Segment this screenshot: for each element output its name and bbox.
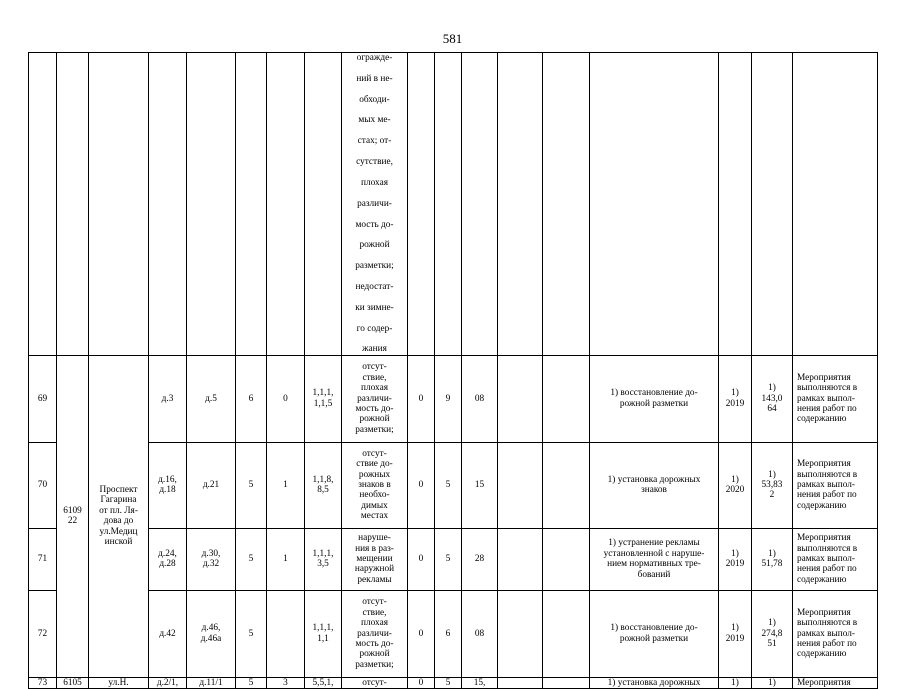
category-codes: [305, 355, 342, 442]
text-line: мость до-: [355, 403, 394, 414]
note-cell: Мероприятия: [793, 677, 878, 688]
text-line: д.5: [205, 393, 217, 404]
empty-cell: [543, 590, 590, 677]
text-line: 1): [768, 469, 776, 480]
text-line: огражде-: [356, 53, 393, 63]
text-line: наружной: [354, 564, 395, 575]
text-line: 1): [731, 474, 739, 485]
text-line: го содер-: [356, 323, 393, 334]
value-col-11: 08: [462, 355, 498, 442]
section-start: [149, 355, 187, 442]
note-cell: [793, 590, 878, 677]
text-line: рамках выпол-: [797, 393, 856, 404]
road-code: 6105: [57, 677, 89, 688]
text-line: 1): [731, 548, 739, 559]
count-col-6: 1: [267, 442, 305, 528]
row-number: 71: [29, 528, 57, 590]
road-code: [57, 355, 89, 677]
value-col-9: 0: [408, 442, 435, 528]
text-line: знаков: [641, 485, 667, 496]
category-codes: [305, 590, 342, 677]
table-row: [29, 355, 878, 442]
text-line: 274,8: [761, 628, 783, 639]
text-line: д.28: [159, 559, 176, 570]
text-line: ствие,: [362, 607, 387, 618]
value-col-11: 08: [462, 590, 498, 677]
text-line: мость до-: [355, 638, 394, 649]
defect-description: [342, 528, 408, 590]
text-line: 1,1,1,: [312, 388, 334, 399]
text-line: рожной разметки: [619, 398, 689, 409]
text-line: 143,0: [761, 393, 783, 404]
empty-cell: [498, 528, 543, 590]
defect-description: [342, 355, 408, 442]
text-line: рожной: [359, 240, 390, 251]
text-line: плохая: [361, 618, 388, 629]
text-line: отсут-: [362, 448, 387, 459]
cost-cell: [752, 355, 793, 442]
empty-cell: [543, 442, 590, 528]
empty-cell: [543, 677, 590, 688]
text-line: ния в раз-: [355, 543, 394, 554]
text-line: рекламы: [357, 574, 392, 585]
text-line: от пл. Ля-: [99, 505, 138, 516]
text-line: выполняются в: [797, 618, 858, 629]
cost-cell: [752, 590, 793, 677]
count-col-5: 5: [236, 528, 267, 590]
text-line: различи-: [357, 198, 392, 209]
cost-cell: 1): [752, 677, 793, 688]
text-line: димых: [361, 500, 388, 511]
text-line: выполняются в: [797, 469, 858, 480]
empty-cell: [543, 528, 590, 590]
text-line: 64: [767, 403, 777, 414]
text-line: 51,78: [761, 559, 783, 570]
text-line: местах: [360, 511, 389, 522]
text-line: рожной: [359, 649, 390, 660]
empty-cell: [498, 355, 543, 442]
value-col-9: 0: [408, 677, 435, 688]
text-line: нения работ по: [797, 564, 857, 575]
text-line: мость до-: [355, 219, 394, 230]
road-name: ул.Н.: [89, 677, 149, 688]
text-line: 6109: [63, 505, 82, 516]
cost-cell: [752, 442, 793, 528]
note-cell: [793, 528, 878, 590]
empty-cell: [498, 442, 543, 528]
text-line: отсут-: [362, 597, 387, 608]
section-end: д.11/1: [187, 677, 236, 688]
text-line: рожных: [358, 469, 391, 480]
text-line: Мероприятия: [797, 607, 851, 618]
category-codes: 5,5,1,: [305, 677, 342, 688]
section-end: [187, 590, 236, 677]
text-line: ний в не-: [356, 73, 393, 84]
text-line: д.42: [159, 628, 176, 639]
count-col-5: 6: [236, 355, 267, 442]
text-line: обходи-: [359, 94, 390, 105]
text-line: недостат-: [355, 281, 394, 292]
defect-description: отсут-: [342, 677, 408, 688]
text-line: 1): [768, 548, 776, 559]
text-line: рожной: [359, 414, 390, 425]
value-col-11: 28: [462, 528, 498, 590]
text-line: д.18: [159, 485, 176, 496]
measure-description: 1) установка дорожных: [590, 677, 719, 688]
text-line: отсут-: [362, 362, 387, 373]
text-line: содержанию: [797, 414, 847, 425]
text-line: различи-: [357, 393, 392, 404]
text-line: д.3: [161, 393, 174, 404]
text-line: различи-: [357, 628, 392, 639]
text-line: 3,5: [317, 559, 329, 570]
text-line: Гагарина: [100, 495, 137, 506]
category-codes: [305, 442, 342, 528]
text-line: нения работ по: [797, 490, 857, 501]
text-line: мещении: [356, 554, 393, 565]
text-line: 1,1,1,: [312, 548, 334, 559]
text-line: сутствие,: [356, 157, 393, 168]
table-row: [29, 528, 878, 590]
cost-cell: [752, 528, 793, 590]
empty-cell: [498, 590, 543, 677]
empty-cell: [543, 355, 590, 442]
year-cell: [719, 442, 752, 528]
text-line: дова до: [103, 516, 134, 527]
text-line: 22: [67, 516, 78, 527]
text-line: Мероприятия: [797, 459, 851, 470]
section-end: [187, 442, 236, 528]
value-col-11: 15,: [462, 677, 498, 688]
text-line: Мероприятия: [797, 533, 851, 544]
value-col-9: 0: [408, 528, 435, 590]
text-line: д.16,: [158, 474, 177, 485]
text-line: рожной разметки: [619, 633, 689, 644]
text-line: 1): [731, 623, 739, 634]
text-line: 1,1,5: [313, 398, 333, 409]
value-col-10: 5: [435, 442, 462, 528]
row-number: 73: [29, 677, 57, 688]
table-row: [29, 442, 878, 528]
text-line: д.46,: [201, 623, 221, 634]
text-line: мых ме-: [358, 115, 391, 126]
text-line: Проспект: [99, 485, 138, 496]
section-start: [149, 590, 187, 677]
measure-description: [590, 355, 719, 442]
text-line: д.32: [202, 559, 220, 570]
text-line: необхо-: [359, 490, 390, 501]
text-line: рамках выпол-: [797, 554, 856, 565]
text-line: содержанию: [797, 500, 847, 511]
section-start: [149, 528, 187, 590]
text-line: выполняются в: [797, 383, 858, 394]
count-col-5: 5: [236, 442, 267, 528]
text-line: 1,1: [317, 633, 329, 644]
text-line: 1) восстановление до-: [610, 388, 698, 399]
value-col-10: 9: [435, 355, 462, 442]
text-line: 2019: [725, 633, 745, 644]
text-line: выполняются в: [797, 543, 858, 554]
count-col-6: [267, 590, 305, 677]
text-line: разметки;: [355, 424, 394, 435]
row-number: 70: [29, 442, 57, 528]
text-line: рамках выпол-: [797, 628, 856, 639]
value-col-9: 0: [408, 590, 435, 677]
value-col-9: 0: [408, 355, 435, 442]
text-line: установленной с наруше-: [603, 548, 705, 559]
measure-description: [590, 528, 719, 590]
text-line: нием нормативных тре-: [607, 559, 701, 570]
count-col-5: 5: [236, 677, 267, 688]
road-name: [89, 355, 149, 677]
text-line: инской: [104, 537, 133, 548]
text-line: наруше-: [358, 533, 391, 544]
text-line: 53,83: [761, 480, 783, 491]
text-line: 1,1,8,: [312, 474, 334, 485]
text-line: 1) установка дорожных: [607, 474, 701, 485]
text-line: д.21: [202, 480, 220, 491]
year-cell: [719, 355, 752, 442]
text-line: 1) восстановление до-: [610, 623, 698, 634]
row-number: 72: [29, 590, 57, 677]
text-line: ствие до-: [356, 459, 393, 470]
text-line: 2020: [725, 485, 745, 496]
row-number: 69: [29, 355, 57, 442]
count-col-6: 1: [267, 528, 305, 590]
text-line: содержанию: [797, 574, 847, 585]
count-col-6: 0: [267, 355, 305, 442]
text-line: ул.Медиц: [99, 526, 138, 537]
year-cell: 1): [719, 677, 752, 688]
text-line: 2019: [725, 559, 745, 570]
note-cell: [793, 355, 878, 442]
value-col-10: 5: [435, 528, 462, 590]
text-line: 1): [731, 388, 739, 399]
traffic-safety-table: [28, 52, 878, 689]
text-line: 1): [768, 383, 776, 394]
measure-description: [590, 442, 719, 528]
text-line: 1): [768, 618, 776, 629]
count-col-5: 5: [236, 590, 267, 677]
measure-description: [590, 590, 719, 677]
text-line: ки зимне-: [355, 302, 394, 313]
section-end: [187, 355, 236, 442]
text-line: д.30,: [201, 548, 221, 559]
text-line: бований: [637, 569, 671, 580]
text-line: плохая: [361, 383, 388, 394]
section-start: д.2/1,: [149, 677, 187, 688]
defect-description: [342, 442, 408, 528]
text-line: 8,5: [317, 485, 329, 496]
section-start: [149, 442, 187, 528]
text-line: содержанию: [797, 649, 847, 660]
section-end: [187, 528, 236, 590]
text-line: стах; от-: [357, 136, 392, 147]
text-line: рамках выпол-: [797, 480, 856, 491]
text-line: плохая: [361, 177, 388, 188]
table-row-partial: [29, 677, 878, 688]
text-line: 2: [769, 490, 775, 501]
text-line: ствие,: [362, 372, 387, 383]
value-col-10: 5: [435, 677, 462, 688]
category-codes: [305, 528, 342, 590]
text-line: 51: [767, 638, 777, 649]
value-col-10: 6: [435, 590, 462, 677]
text-line: нения работ по: [797, 403, 857, 414]
table-row: [29, 590, 878, 677]
text-line: разметки;: [355, 261, 394, 272]
continuation-row: [29, 53, 878, 356]
text-line: д.24,: [158, 548, 177, 559]
value-col-11: 15: [462, 442, 498, 528]
text-line: д.46а: [200, 633, 222, 644]
text-line: жания: [362, 344, 387, 355]
text-line: 1) устранение рекламы: [608, 538, 700, 549]
defect-description: [342, 53, 408, 356]
text-line: разметки;: [355, 659, 394, 670]
text-line: нения работ по: [797, 638, 857, 649]
year-cell: [719, 528, 752, 590]
empty-cell: [498, 677, 543, 688]
count-col-6: 3: [267, 677, 305, 688]
page-number: 581: [442, 31, 463, 46]
note-cell: [793, 442, 878, 528]
text-line: знаков в: [358, 480, 391, 491]
text-line: Мероприятия: [797, 372, 851, 383]
year-cell: [719, 590, 752, 677]
text-line: 2019: [725, 398, 745, 409]
defect-description: [342, 590, 408, 677]
text-line: 1,1,1,: [312, 623, 334, 634]
